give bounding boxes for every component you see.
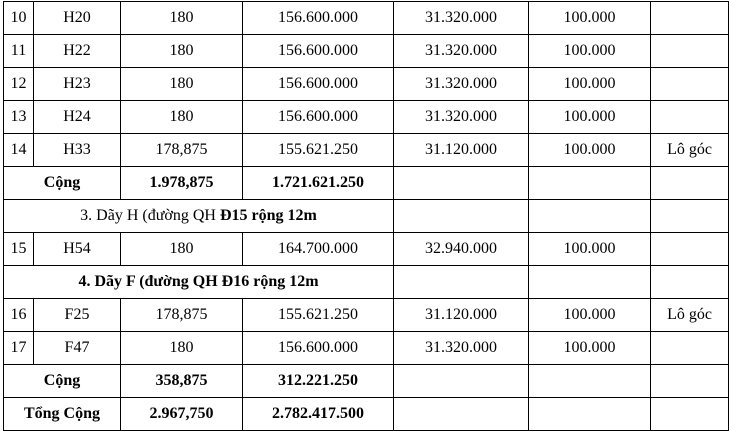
cell-subtotal-label: Cộng bbox=[4, 167, 121, 200]
cell-note-value bbox=[651, 233, 729, 266]
cell-price-value: 156.600.000 bbox=[243, 35, 394, 68]
cell-total-price: 2.782.417.500 bbox=[243, 398, 394, 431]
cell-deposit-value: 31.120.000 bbox=[394, 299, 529, 332]
cell-price-value: 156.600.000 bbox=[243, 101, 394, 134]
cell-section-title bbox=[4, 266, 394, 299]
cell-empty bbox=[651, 200, 729, 233]
cell-area-value: 180 bbox=[121, 101, 243, 134]
cell-note-value: Lô góc bbox=[651, 134, 729, 167]
table-row bbox=[4, 398, 729, 431]
cell-empty bbox=[529, 398, 651, 431]
table-row bbox=[4, 2, 729, 35]
cell-row-number: 11 bbox=[4, 35, 34, 68]
cell-total-area: 2.967,750 bbox=[121, 398, 243, 431]
cell-empty bbox=[651, 167, 729, 200]
table-row bbox=[4, 101, 729, 134]
cell-grand-total-label: Tổng Cộng bbox=[4, 398, 121, 431]
cell-fee-value: 100.000 bbox=[529, 332, 651, 365]
cell-fee-value: 100.000 bbox=[529, 101, 651, 134]
cell-empty bbox=[529, 200, 651, 233]
cell-row-number: 15 bbox=[4, 233, 34, 266]
cell-deposit-value: 31.320.000 bbox=[394, 2, 529, 35]
table-row bbox=[4, 365, 729, 398]
cell-row-number: 16 bbox=[4, 299, 34, 332]
section-title-bold: 4. Dãy F (đường QH Đ16 rộng 12m bbox=[78, 273, 319, 290]
cell-note-value bbox=[651, 35, 729, 68]
cell-area-value: 178,875 bbox=[121, 134, 243, 167]
cell-area-value: 180 bbox=[121, 68, 243, 101]
cell-area-value: 180 bbox=[121, 332, 243, 365]
cell-empty bbox=[651, 266, 729, 299]
cell-deposit-value: 31.120.000 bbox=[394, 134, 529, 167]
cell-row-number: 10 bbox=[4, 2, 34, 35]
cell-empty bbox=[651, 398, 729, 431]
cell-row-number: 14 bbox=[4, 134, 34, 167]
cell-price-value: 155.621.250 bbox=[243, 134, 394, 167]
cell-fee-value: 100.000 bbox=[529, 68, 651, 101]
cell-row-number: 13 bbox=[4, 101, 34, 134]
cell-empty bbox=[529, 266, 651, 299]
cell-total-area: 358,875 bbox=[121, 365, 243, 398]
cell-area-value: 180 bbox=[121, 35, 243, 68]
cell-price-value: 164.700.000 bbox=[243, 233, 394, 266]
section-title-bold: Đ15 rộng 12m bbox=[219, 207, 317, 224]
cell-note-value bbox=[651, 68, 729, 101]
cell-empty bbox=[394, 167, 529, 200]
cell-deposit-value: 31.320.000 bbox=[394, 101, 529, 134]
cell-lot-code: F47 bbox=[34, 332, 121, 365]
cell-empty bbox=[529, 167, 651, 200]
cell-subtotal-label: Cộng bbox=[4, 365, 121, 398]
land-lot-price-table bbox=[3, 1, 729, 431]
cell-area-value: 180 bbox=[121, 2, 243, 35]
cell-row-number: 17 bbox=[4, 332, 34, 365]
cell-empty bbox=[394, 200, 529, 233]
cell-lot-code: H22 bbox=[34, 35, 121, 68]
table-row bbox=[4, 233, 729, 266]
cell-deposit-value: 31.320.000 bbox=[394, 332, 529, 365]
cell-price-value: 155.621.250 bbox=[243, 299, 394, 332]
cell-lot-code: H24 bbox=[34, 101, 121, 134]
table-row bbox=[4, 266, 729, 299]
cell-note-value: Lô góc bbox=[651, 299, 729, 332]
cell-price-value: 156.600.000 bbox=[243, 68, 394, 101]
cell-lot-code: H23 bbox=[34, 68, 121, 101]
cell-area-value: 178,875 bbox=[121, 299, 243, 332]
cell-area-value: 180 bbox=[121, 233, 243, 266]
cell-empty bbox=[529, 365, 651, 398]
table-row bbox=[4, 299, 729, 332]
cell-empty bbox=[394, 365, 529, 398]
table-row bbox=[4, 68, 729, 101]
cell-fee-value: 100.000 bbox=[529, 35, 651, 68]
cell-empty bbox=[394, 398, 529, 431]
cell-fee-value: 100.000 bbox=[529, 299, 651, 332]
table-row bbox=[4, 200, 729, 233]
cell-lot-code: H20 bbox=[34, 2, 121, 35]
table-row bbox=[4, 35, 729, 68]
table-body bbox=[4, 2, 729, 431]
cell-deposit-value: 31.320.000 bbox=[394, 35, 529, 68]
cell-price-value: 156.600.000 bbox=[243, 2, 394, 35]
cell-row-number: 12 bbox=[4, 68, 34, 101]
cell-deposit-value: 32.940.000 bbox=[394, 233, 529, 266]
cell-lot-code: F25 bbox=[34, 299, 121, 332]
cell-note-value bbox=[651, 2, 729, 35]
section-title-regular: 3. Dãy H (đường QH bbox=[80, 207, 220, 224]
cell-note-value bbox=[651, 101, 729, 134]
document-page bbox=[0, 1, 730, 431]
table-row bbox=[4, 332, 729, 365]
cell-section-title bbox=[4, 200, 394, 233]
cell-empty bbox=[651, 365, 729, 398]
cell-total-price: 312.221.250 bbox=[243, 365, 394, 398]
cell-lot-code: H33 bbox=[34, 134, 121, 167]
cell-fee-value: 100.000 bbox=[529, 134, 651, 167]
cell-note-value bbox=[651, 332, 729, 365]
cell-fee-value: 100.000 bbox=[529, 2, 651, 35]
cell-price-value: 156.600.000 bbox=[243, 332, 394, 365]
cell-total-price: 1.721.621.250 bbox=[243, 167, 394, 200]
cell-lot-code: H54 bbox=[34, 233, 121, 266]
table-row bbox=[4, 167, 729, 200]
table-row bbox=[4, 134, 729, 167]
cell-fee-value: 100.000 bbox=[529, 233, 651, 266]
cell-deposit-value: 31.320.000 bbox=[394, 68, 529, 101]
cell-empty bbox=[394, 266, 529, 299]
cell-total-area: 1.978,875 bbox=[121, 167, 243, 200]
